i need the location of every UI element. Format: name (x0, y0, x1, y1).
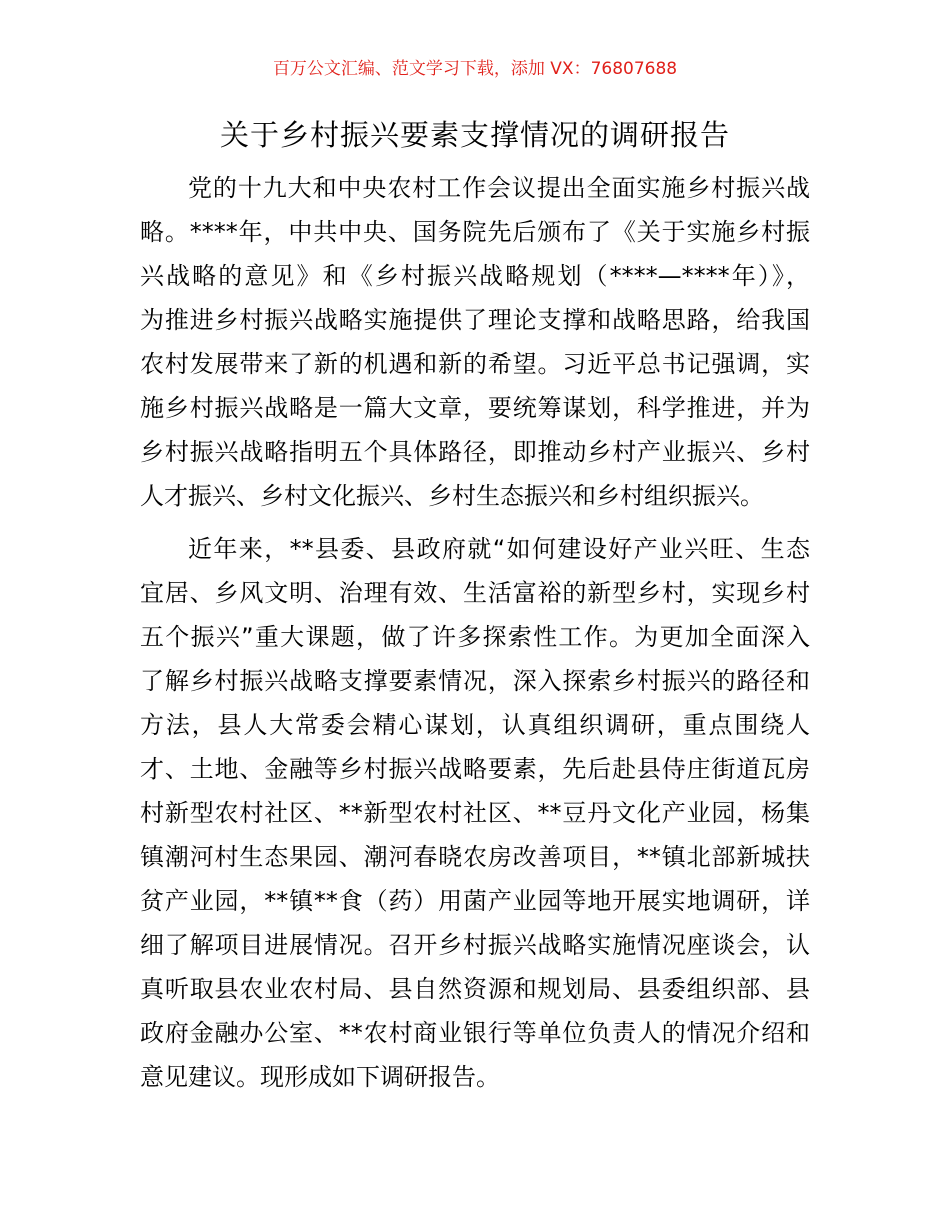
paragraph-line: 政府金融办公室、**农村商业银行等单位负责人的情况介绍和 (140, 1019, 810, 1047)
paragraph-line: 了解乡村振兴战略支撑要素情况，深入探索乡村振兴的路径和 (140, 667, 810, 695)
paragraph-line: 兴战略的意见》和《乡村振兴战略规划（****—****年）》， (140, 262, 810, 290)
paragraph-line: 才、土地、金融等乡村振兴战略要素，先后赴县侍庄街道瓦房 (140, 755, 810, 783)
paragraph-line: 真听取县农业农村局、县自然资源和规划局、县委组织部、县 (140, 975, 810, 1003)
paragraph-line: 意见建议。现形成如下调研报告。 (140, 1063, 500, 1091)
paragraph-line: 镇潮河村生态果园、潮河春晓农房改善项目，**镇北部新城扶 (140, 843, 810, 871)
paragraph-line: 乡村振兴战略指明五个具体路径，即推动乡村产业振兴、乡村 (140, 438, 810, 466)
paragraph-line: 近年来，**县委、县政府就“如何建设好产业兴旺、生态 (188, 535, 810, 563)
paragraph-line: 村新型农村社区、**新型农村社区、**豆丹文化产业园，杨集 (140, 799, 810, 827)
paragraph-line: 为推进乡村振兴战略实施提供了理论支撑和战略思路，给我国 (140, 306, 810, 334)
paragraph-line: 略。****年，中共中央、国务院先后颁布了《关于实施乡村振 (140, 218, 810, 246)
paragraph-line: 方法，县人大常委会精心谋划，认真组织调研，重点围绕人 (140, 711, 810, 739)
paragraph-line: 五个振兴”重大课题，做了许多探索性工作。为更加全面深入 (140, 623, 810, 651)
header-note: 百万公文汇编、范文学习下载，添加 VX：76807688 (272, 59, 678, 79)
document-title: 关于乡村振兴要素支撑情况的调研报告 (219, 118, 730, 152)
paragraph-line: 农村发展带来了新的机遇和新的希望。习近平总书记强调，实 (140, 350, 810, 378)
paragraph-line: 细了解项目进展情况。召开乡村振兴战略实施情况座谈会，认 (140, 931, 810, 959)
paragraph-line: 施乡村振兴战略是一篇大文章，要统筹谋划，科学推进，并为 (140, 394, 810, 422)
paragraph-line: 党的十九大和中央农村工作会议提出全面实施乡村振兴战 (188, 174, 810, 202)
paragraph-line: 人才振兴、乡村文化振兴、乡村生态振兴和乡村组织振兴。 (140, 482, 764, 510)
paragraph-line: 宜居、乡风文明、治理有效、生活富裕的新型乡村，实现乡村 (140, 579, 810, 607)
paragraph-line: 贫产业园，**镇**食（药）用菌产业园等地开展实地调研，详 (140, 887, 810, 915)
